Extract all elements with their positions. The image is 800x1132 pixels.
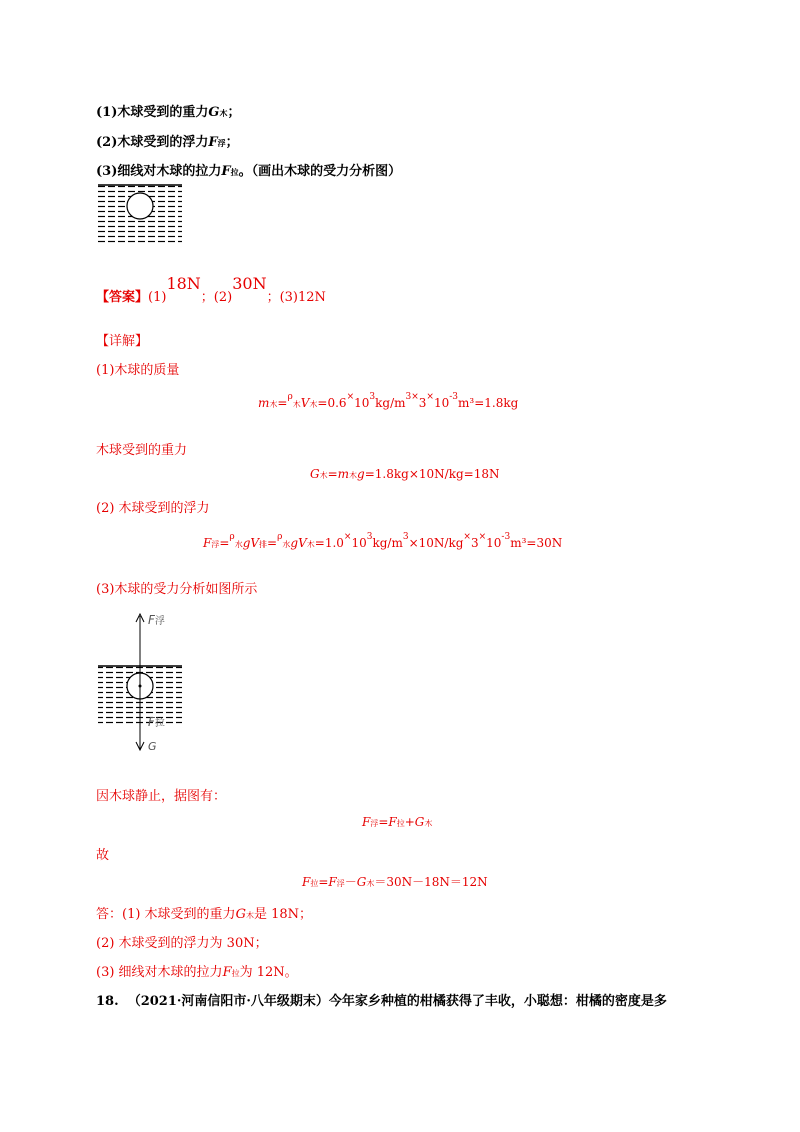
detail-step-4: (3)木球的受力分析如图所示 [96, 582, 258, 597]
detail-step-2: 木球受到的重力 [96, 443, 188, 458]
answer-line: 【答案】(1)18N；(2)30N；(3)12N [96, 274, 326, 305]
buoyancy-label: F浮 [148, 613, 165, 627]
detail-step-6: 故 [96, 848, 110, 863]
detail-step-5: 因木球静止，据图有： [96, 789, 227, 804]
next-question: 18. （2021·河南信阳市·八年级期末）今年家乡种植的柑橘获得了丰收，小聪想：柑橘的密度是多 [96, 994, 667, 1009]
question-3: (3)细线对木球的拉力F拉。（画出木球的受力分析图） [96, 164, 402, 179]
ball-in-water-figure [98, 184, 182, 244]
equation-tension: F拉=F浮－G木＝30N－18N＝12N [302, 875, 488, 889]
gravity-label: G [148, 740, 157, 753]
final-answer-2: (2) 木球受到的浮力为 30N； [96, 936, 268, 951]
question-2: (2)木球受到的浮力F浮； [96, 135, 239, 150]
final-answer-3: (3) 细线对木球的拉力F拉为 12N。 [96, 965, 298, 980]
equation-gravity: G木=m木g=1.8kg×10N/kg=18N [310, 467, 500, 481]
equation-mass: m木=$^\rho$木V木$=0.6^\times 10^3kg/m^{3\times}3^\times 10^{-3}m^3=1.8kg$ [258, 392, 519, 410]
tension-label: F拉 [148, 715, 165, 729]
final-answer-1: 答：(1) 木球受到的重力G木是 18N； [96, 907, 313, 922]
force-diagram [96, 610, 186, 760]
equation-buoyancy: F浮=$^\rho$水gV排=$^\rho$水gV木$=1.0^\times 10^3kg/m^3\times 10N/kg^\times 3^\times 10^{-3}m^3=30N$ [203, 532, 563, 550]
detail-label: 【详解】 [96, 334, 149, 349]
detail-step-1: (1)木球的质量 [96, 363, 180, 378]
detail-step-3: (2) 木球受到的浮力 [96, 501, 210, 516]
question-1: (1)木球受到的重力G木； [96, 105, 241, 120]
equation-equilibrium: F浮=F拉+G木 [362, 815, 433, 829]
